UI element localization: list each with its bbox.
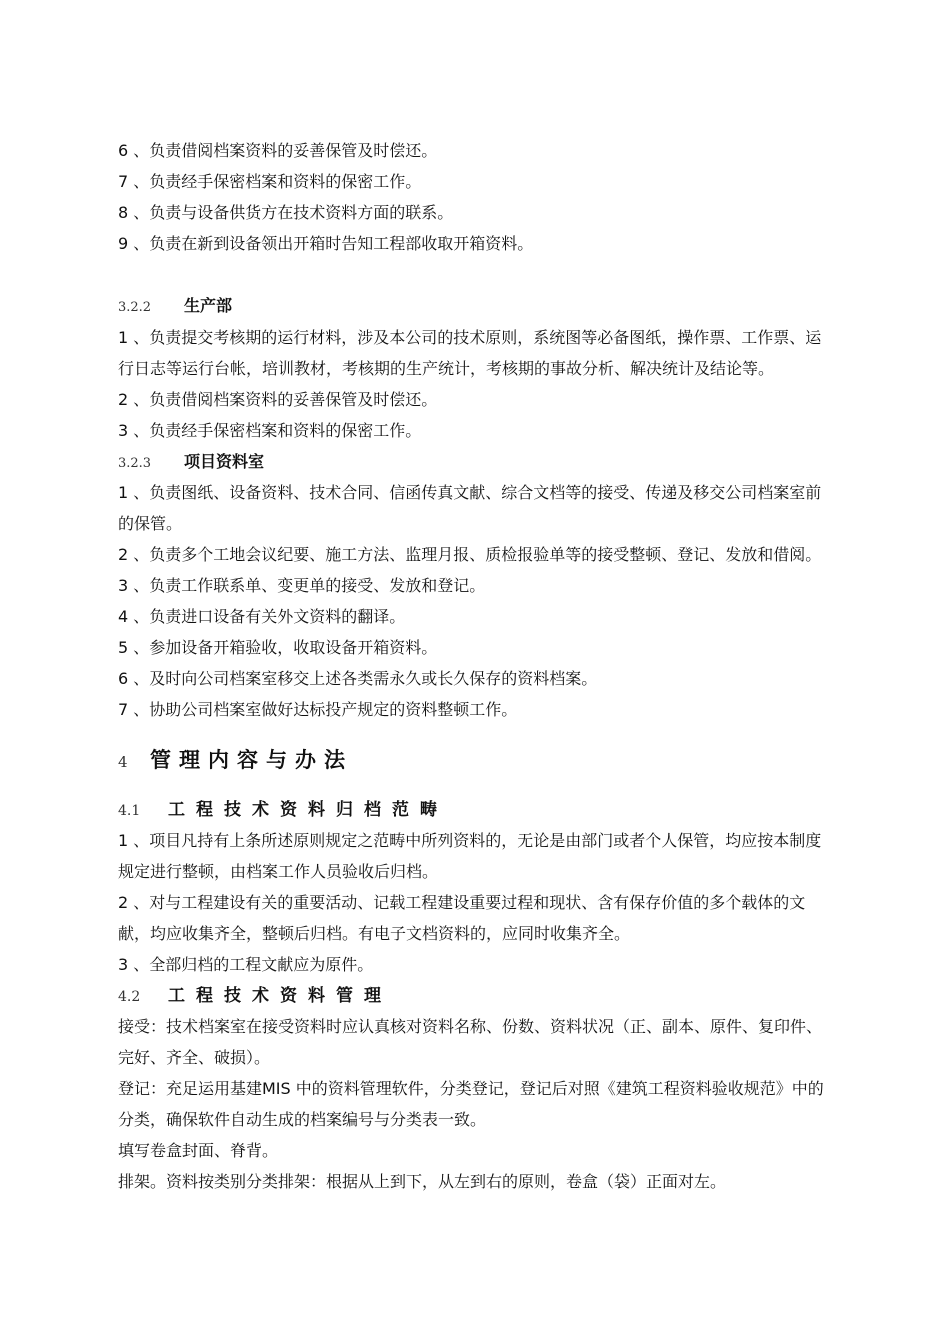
paragraph-line: 5 、参加设备开箱验收，收取设备开箱资料。 (118, 638, 438, 657)
paragraph-line: 1 、负责图纸、设备资料、技术合同、信函传真文献、综合文档等的接受、传递及移交公司档案室前 (118, 483, 822, 502)
paragraph-line: 规定进行整顿，由档案工作人员验收后归档。 (118, 862, 439, 881)
paragraph-line: 分类，确保软件自动生成的档案编号与分类表一致。 (118, 1110, 487, 1129)
paragraph-line: 6 、负责借阅档案资料的妥善保管及时偿还。 (118, 141, 438, 160)
section-number: 3.2.3 (118, 456, 152, 471)
section-number: 3.2.2 (118, 300, 152, 315)
paragraph-line: 排架。资料按类别分类排架：根据从上到下，从左到右的原则，卷盒（袋）正面对左。 (118, 1172, 727, 1191)
section-heading-3-2-2 (118, 296, 868, 318)
section-heading-4-1 (118, 799, 868, 822)
paragraph-line: 2 、负责借阅档案资料的妥善保管及时偿还。 (118, 390, 438, 409)
section-title: 生产部 (184, 296, 233, 315)
section-title: 工程技术资料归档范畴 (168, 800, 448, 820)
paragraph-line: 8 、负责与设备供货方在技术资料方面的联系。 (118, 203, 454, 222)
paragraph-line: 完好、齐全、破损）。 (118, 1048, 271, 1067)
paragraph-line: 9 、负责在新到设备领出开箱时告知工程部收取开箱资料。 (118, 234, 534, 253)
section-title: 工程技术资料管理 (168, 986, 392, 1006)
paragraph-line: 6 、及时向公司档案室移交上述各类需永久或长久保存的资料档案。 (118, 669, 598, 688)
section-number: 4.2 (118, 989, 141, 1005)
paragraph-line: 2 、对与工程建设有关的重要活动、记载工程建设重要过程和现状、含有保存价值的多个载体的文 (118, 893, 806, 912)
paragraph-line: 接受：技术档案室在接受资料时应认真核对资料名称、份数、资料状况（正、副本、原件、复印件、 (118, 1017, 823, 1036)
paragraph-line: 的保管。 (118, 514, 183, 533)
paragraph-line: 2 、负责多个工地会议纪要、施工方法、监理月报、质检报验单等的接受整顿、登记、发放和借阅。 (118, 545, 822, 564)
paragraph-line: 献，均应收集齐全，整顿后归档。有电子文档资料的，应同时收集齐全。 (118, 924, 631, 943)
paragraph-line: 7 、协助公司档案室做好达标投产规定的资料整顿工作。 (118, 700, 518, 719)
section-title: 项目资料室 (184, 452, 265, 471)
section-heading-4-2 (118, 985, 868, 1008)
paragraph-line: 7 、负责经手保密档案和资料的保密工作。 (118, 172, 422, 191)
paragraph-line: 3 、负责经手保密档案和资料的保密工作。 (118, 421, 422, 440)
paragraph-line: 1 、负责提交考核期的运行材料，涉及本公司的技术原则，系统图等必备图纸，操作票、工作票、运 (118, 328, 822, 347)
chapter-number: 4 (118, 753, 128, 771)
paragraph-line: 填写卷盒封面、脊背。 (118, 1141, 279, 1160)
section-heading-3-2-3 (118, 452, 868, 474)
paragraph-line: 行日志等运行台帐，培训教材，考核期的生产统计，考核期的事故分析、解决统计及结论等。 (118, 359, 775, 378)
paragraph-line: 4 、负责进口设备有关外文资料的翻译。 (118, 607, 406, 626)
section-number: 4.1 (118, 803, 141, 819)
chapter-heading-4 (118, 747, 868, 775)
paragraph-line: 3 、全部归档的工程文献应为原件。 (118, 955, 374, 974)
paragraph-line: 登记：充足运用基建MIS 中的资料管理软件，分类登记，登记后对照《建筑工程资料验收规范》中的 (118, 1079, 824, 1098)
paragraph-line: 1 、项目凡持有上条所述原则规定之范畴中所列资料的，无论是由部门或者个人保管，均应按本制度 (118, 831, 822, 850)
paragraph-line: 3 、负责工作联系单、变更单的接受、发放和登记。 (118, 576, 486, 595)
chapter-title: 管理内容与办法 (150, 748, 353, 772)
